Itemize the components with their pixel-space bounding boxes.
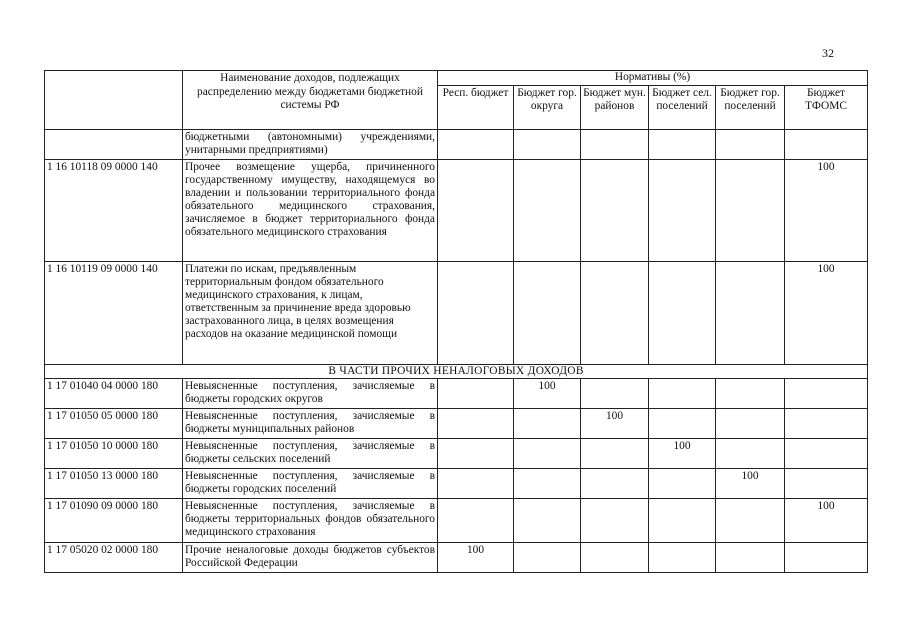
normative-value (649, 129, 716, 159)
normative-value (649, 378, 716, 408)
income-code: 1 17 01040 04 0000 180 (45, 378, 183, 408)
income-code: 1 17 01050 13 0000 180 (45, 468, 183, 498)
normative-value (438, 378, 514, 408)
normative-value (649, 542, 716, 572)
income-name: Невыясненные поступления, зачисляемые в бюджеты сельских поселений (183, 438, 438, 468)
normative-value (785, 438, 868, 468)
normative-value (785, 542, 868, 572)
normative-value (785, 408, 868, 438)
income-code: 1 17 01050 10 0000 180 (45, 438, 183, 468)
section-row (45, 364, 868, 378)
normative-value (581, 438, 649, 468)
normative-value (438, 159, 514, 261)
section-title: В ЧАСТИ ПРОЧИХ НЕНАЛОГОВЫХ ДОХОДОВ (45, 364, 868, 378)
income-name: Прочие неналоговые доходы бюджетов субъектов Российской Федерации (183, 542, 438, 572)
income-name: Невыясненные поступления, зачисляемые в бюджеты городских округов (183, 378, 438, 408)
normative-value (716, 438, 785, 468)
normative-value (438, 129, 514, 159)
col-header-municipal-district-budget: Бюджет мун. районов (581, 85, 649, 129)
col-header-tfoms-budget: Бюджет ТФОМС (785, 85, 868, 129)
normative-value: 100 (438, 542, 514, 572)
table-row (45, 378, 868, 408)
normative-value (785, 378, 868, 408)
normative-value (785, 129, 868, 159)
normative-value (581, 468, 649, 498)
normative-value (581, 159, 649, 261)
col-header-rural-settlement-budget: Бюджет сел. поселений (649, 85, 716, 129)
table-row (45, 261, 868, 364)
normative-value (438, 261, 514, 364)
normative-value (716, 159, 785, 261)
table-row (45, 408, 868, 438)
normative-value (785, 468, 868, 498)
normative-value (649, 498, 716, 542)
table-row (45, 468, 868, 498)
income-code: 1 16 10118 09 0000 140 (45, 159, 183, 261)
normative-value (716, 542, 785, 572)
normative-value (581, 498, 649, 542)
normative-value (649, 468, 716, 498)
normative-value (514, 542, 581, 572)
page-number: 32 (822, 46, 834, 60)
name-column-header: Наименование доходов, подлежащих распределению между бюджетами бюджетной системы РФ (183, 71, 438, 130)
normative-value (649, 408, 716, 438)
normative-value (581, 378, 649, 408)
table-row (45, 159, 868, 261)
normative-value (581, 129, 649, 159)
income-name: Прочее возмещение ущерба, причиненного государственному имуществу, находящемуся во владении и пользовании территориального фонда обязательного медицинского страхования, зачисляемое в бюджет территориального фонда обязательного медицинского страхования (183, 159, 438, 261)
normative-value (514, 438, 581, 468)
normative-value (581, 542, 649, 572)
normative-value (716, 261, 785, 364)
col-header-city-district-budget: Бюджет гор. округа (514, 85, 581, 129)
table-row (45, 438, 868, 468)
normative-value (438, 408, 514, 438)
table-row (45, 498, 868, 542)
income-code (45, 129, 183, 159)
normative-value (649, 159, 716, 261)
normative-value (514, 468, 581, 498)
col-header-resp-budget: Респ. бюджет (438, 85, 514, 129)
normative-value (581, 261, 649, 364)
normative-value: 100 (785, 159, 868, 261)
normative-value (514, 129, 581, 159)
normative-value: 100 (649, 438, 716, 468)
normative-value (514, 261, 581, 364)
normative-value (514, 159, 581, 261)
normative-value: 100 (514, 378, 581, 408)
normative-value: 100 (785, 498, 868, 542)
budget-normatives-table (44, 70, 868, 573)
col-header-urban-settlement-budget: Бюджет гор. поселений (716, 85, 785, 129)
income-code: 1 17 05020 02 0000 180 (45, 542, 183, 572)
normative-value (514, 498, 581, 542)
normative-value (438, 498, 514, 542)
normative-value (514, 408, 581, 438)
income-code: 1 17 01050 05 0000 180 (45, 408, 183, 438)
normative-value (716, 408, 785, 438)
normative-value (438, 468, 514, 498)
income-name: бюджетными (автономными) учреждениями, унитарными предприятиями) (183, 129, 438, 159)
income-name: Невыясненные поступления, зачисляемые в бюджеты территориальных фондов обязательного медицинского страхования (183, 498, 438, 542)
normative-value (716, 498, 785, 542)
normative-value: 100 (581, 408, 649, 438)
code-column-header (45, 71, 183, 130)
table-row (45, 129, 868, 159)
income-code: 1 17 01090 09 0000 180 (45, 498, 183, 542)
normative-value (716, 129, 785, 159)
normative-value: 100 (785, 261, 868, 364)
income-name: Невыясненные поступления, зачисляемые в бюджеты городских поселений (183, 468, 438, 498)
normative-value (649, 261, 716, 364)
income-code: 1 16 10119 09 0000 140 (45, 261, 183, 364)
income-name: Невыясненные поступления, зачисляемые в бюджеты муниципальных районов (183, 408, 438, 438)
normative-value (716, 378, 785, 408)
normatives-header: Нормативы (%) (438, 71, 868, 86)
income-name: Платежи по искам, предъявленным территориальным фондом обязательного медицинского страхования, к лицам, ответственным за причинение вреда здоровью застрахованного лица, в целях возмещения расходов на оказание медицинской помощи (183, 261, 438, 364)
table-row (45, 542, 868, 572)
normative-value: 100 (716, 468, 785, 498)
normative-value (438, 438, 514, 468)
